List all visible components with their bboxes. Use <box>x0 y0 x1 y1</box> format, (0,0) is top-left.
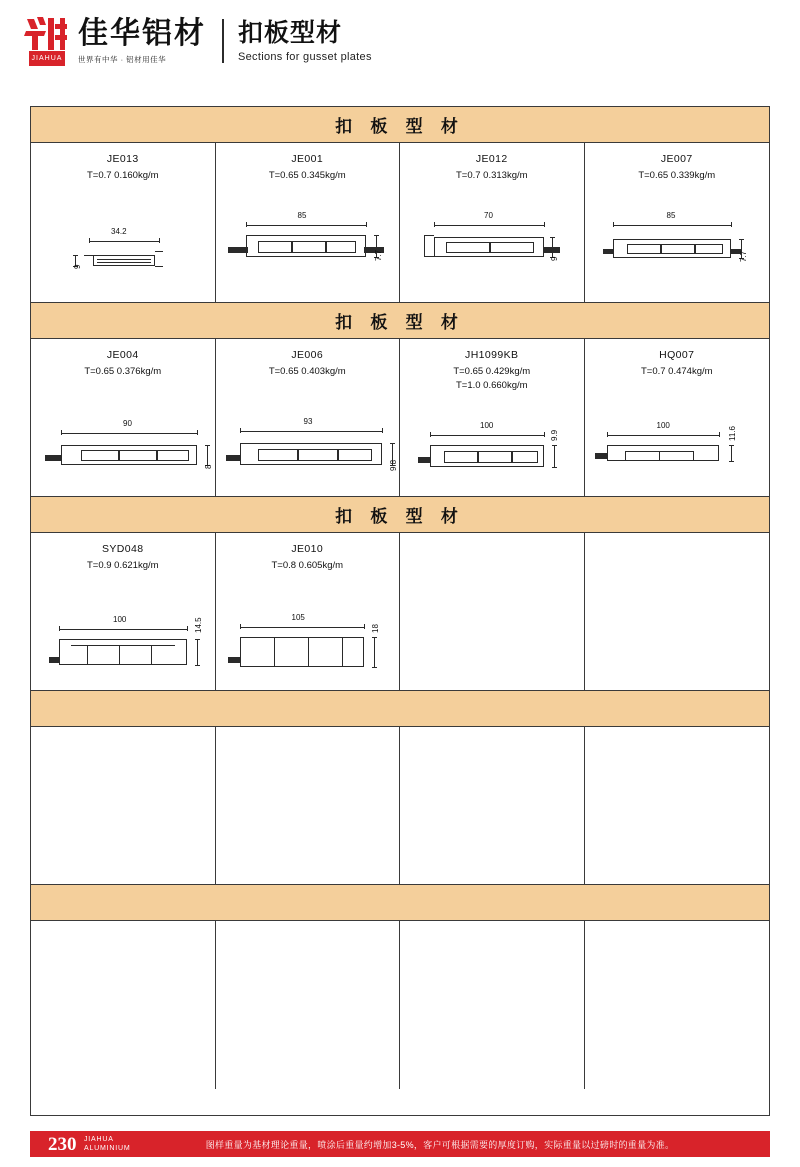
profile-detail <box>151 645 152 665</box>
dim-width-label: 100 <box>480 421 494 430</box>
profile-detail <box>274 637 275 667</box>
dim-tick <box>61 430 62 435</box>
dim-tick <box>731 222 732 227</box>
dim-line-horizontal <box>240 431 382 432</box>
dim-line-horizontal <box>607 435 719 436</box>
dim-tick <box>59 626 60 631</box>
dim-line-horizontal <box>434 225 544 226</box>
page-header <box>0 0 800 82</box>
logo-glyph-icon <box>24 15 70 53</box>
profile-detail <box>84 255 93 256</box>
dim-line-vertical <box>374 637 375 667</box>
profile-detail <box>342 637 343 667</box>
section-band-1 <box>31 107 769 143</box>
dim-tick <box>382 428 383 433</box>
profile-detail <box>659 451 660 461</box>
dim-width-label: 100 <box>113 615 127 624</box>
product-cell[interactable] <box>585 143 770 302</box>
section-band-3 <box>31 497 769 533</box>
dim-tick <box>240 428 241 433</box>
profile-outline <box>607 445 719 461</box>
dim-line-horizontal <box>613 225 731 226</box>
dim-width-label: 105 <box>291 613 305 622</box>
dim-tick <box>719 432 720 437</box>
dim-tick <box>552 467 557 468</box>
product-cell-empty[interactable] <box>585 727 770 884</box>
dim-height-label: 7.7 <box>738 250 748 262</box>
table-row <box>31 143 769 303</box>
footer-bar <box>30 1131 770 1157</box>
product-spec: T=0.65 0.376kg/m <box>84 366 162 377</box>
profile-detail <box>693 451 694 461</box>
dim-tick <box>195 665 200 666</box>
dim-height-label: 9.8 <box>388 459 398 471</box>
dim-width-label: 70 <box>484 211 493 220</box>
profile-chamber <box>512 451 538 463</box>
product-spec: T=0.65 0.403kg/m <box>268 366 346 377</box>
profile-detail <box>87 645 88 665</box>
product-cell-empty[interactable] <box>585 921 770 1089</box>
logo-badge: JIAHUA <box>29 51 65 66</box>
product-code: SYD048 <box>101 543 144 555</box>
profile-drawing <box>585 401 770 495</box>
product-code: JE013 <box>106 153 139 165</box>
profile-lip <box>603 249 613 254</box>
dim-tick <box>739 239 744 240</box>
section-band-2-label: 扣 板 型 材 <box>335 313 465 332</box>
dim-height-label: 9 <box>73 264 82 269</box>
product-cell[interactable] <box>216 143 401 302</box>
product-cell[interactable] <box>31 143 216 302</box>
dim-line-horizontal <box>59 629 187 630</box>
section-band-4 <box>31 691 769 727</box>
brand-name: 佳华铝材 <box>78 17 206 50</box>
dim-tick <box>366 222 367 227</box>
profile-chamber <box>157 450 189 461</box>
table-row <box>31 533 769 691</box>
section-band-1-label: 扣 板 型 材 <box>335 117 465 136</box>
profile-lip <box>228 657 240 663</box>
product-cell-empty[interactable] <box>585 533 770 690</box>
table-row-empty <box>31 921 769 1089</box>
dim-width-label: 85 <box>666 211 676 220</box>
dim-tick <box>729 445 734 446</box>
dim-tick <box>544 432 545 437</box>
profile-chamber <box>258 241 292 253</box>
profile-drawing <box>31 409 216 495</box>
profile-detail <box>97 262 151 263</box>
profile-lip <box>595 453 607 459</box>
product-code: HQ007 <box>659 349 695 361</box>
profile-chamber <box>298 449 338 461</box>
profile-drawing <box>400 401 585 495</box>
product-code: JE012 <box>475 153 508 165</box>
product-spec-alt: T=1.0 0.660kg/m <box>455 380 528 391</box>
profile-detail <box>71 645 175 646</box>
product-code: JE007 <box>660 153 693 165</box>
dim-width-label: 34.2 <box>111 227 127 236</box>
product-code: JE001 <box>291 153 324 165</box>
profile-chamber <box>258 449 298 461</box>
profile-detail <box>155 266 163 267</box>
profile-detail <box>424 235 434 236</box>
dim-width-label: 93 <box>303 417 313 426</box>
page-title: 扣板型材 <box>238 19 343 47</box>
dim-tick <box>205 445 210 446</box>
profile-chamber <box>81 450 119 461</box>
dim-height-label: 11.6 <box>727 426 737 441</box>
profile-drawing <box>216 597 401 689</box>
dim-height-label: 8 <box>204 464 213 469</box>
logo <box>24 15 70 67</box>
product-spec: T=0.7 0.160kg/m <box>86 170 159 181</box>
dim-width-label: 100 <box>656 421 670 430</box>
profile-outline <box>59 639 187 665</box>
profile-chamber <box>490 242 534 253</box>
footer-note: 图样重量为基材理论重量，喷涂后重量约增加3-5%，客户可根据需要的厚度订购，实际重量以过磅时的重量为准。 <box>205 1139 675 1150</box>
table-row <box>31 339 769 497</box>
page-footer <box>0 1127 800 1167</box>
dim-tick <box>613 222 614 227</box>
dim-tick <box>607 432 608 437</box>
product-cell-empty[interactable] <box>216 921 401 1089</box>
product-cell[interactable] <box>31 339 216 496</box>
dim-tick <box>197 430 198 435</box>
profile-drawing <box>31 597 216 689</box>
product-cell-empty[interactable] <box>400 921 585 1089</box>
dim-tick <box>159 238 160 243</box>
product-spec: T=0.7 0.313kg/m <box>455 170 528 181</box>
product-spec: T=0.65 0.345kg/m <box>268 170 346 181</box>
dim-height-label: 14.5 <box>194 617 203 633</box>
profile-chamber <box>338 449 372 461</box>
dim-tick <box>364 624 365 629</box>
title-block <box>238 20 372 63</box>
dim-tick <box>187 626 188 631</box>
profile-chamber <box>326 241 356 253</box>
product-code: JE006 <box>291 349 324 361</box>
dim-tick <box>195 639 200 640</box>
dim-line-horizontal <box>240 627 364 628</box>
product-spec: T=0.9 0.621kg/m <box>86 560 159 571</box>
profile-drawing <box>216 409 401 495</box>
profile-detail <box>97 259 151 260</box>
profile-lip <box>49 657 59 663</box>
dim-line-vertical <box>552 237 553 257</box>
dim-width-label: 85 <box>297 211 307 220</box>
dim-tick <box>390 443 395 444</box>
product-spec: T=0.8 0.605kg/m <box>271 560 344 571</box>
footer-brand <box>84 1135 130 1153</box>
profile-chamber <box>627 244 661 254</box>
profile-chamber <box>444 451 478 463</box>
section-band-5 <box>31 885 769 921</box>
profile-lip <box>228 247 248 253</box>
product-cell-empty[interactable] <box>31 921 216 1089</box>
profile-detail <box>119 645 120 665</box>
product-cell[interactable] <box>216 533 401 690</box>
dim-height-label: 9.9 <box>550 429 559 441</box>
table-row-empty <box>31 727 769 885</box>
dim-tick <box>552 445 557 446</box>
dim-height-label: 7.7 <box>373 249 383 261</box>
dim-tick <box>374 235 379 236</box>
profile-detail <box>424 256 434 257</box>
dim-tick <box>550 237 555 238</box>
product-cell-empty[interactable] <box>400 727 585 884</box>
dim-tick <box>240 624 241 629</box>
dim-line-vertical <box>207 445 208 465</box>
dim-tick <box>73 255 78 256</box>
product-cell-empty[interactable] <box>400 533 585 690</box>
dim-height-label: 18 <box>370 624 380 633</box>
profile-outline <box>93 255 155 266</box>
product-cell[interactable] <box>400 143 585 302</box>
page-title-en: Sections for gusset plates <box>238 50 372 63</box>
profile-lip <box>418 457 430 463</box>
section-band-2 <box>31 303 769 339</box>
product-spec: T=0.65 0.429kg/m <box>453 366 531 377</box>
product-spec: T=0.65 0.339kg/m <box>638 170 716 181</box>
dim-tick <box>729 461 734 462</box>
dim-tick <box>89 238 90 243</box>
dim-line-horizontal <box>430 435 544 436</box>
profile-chamber <box>446 242 490 253</box>
product-cell-empty[interactable] <box>216 727 401 884</box>
dim-width-label: 90 <box>123 419 132 428</box>
dim-line-vertical <box>554 445 555 467</box>
dim-tick <box>246 222 247 227</box>
page-number: 230 <box>48 1134 77 1155</box>
dim-line-horizontal <box>89 241 159 242</box>
profile-chamber <box>119 450 157 461</box>
profile-chamber <box>292 241 326 253</box>
dim-line-horizontal <box>246 225 366 226</box>
profile-detail <box>625 451 626 461</box>
section-band-3-label: 扣 板 型 材 <box>335 507 465 526</box>
profile-detail <box>155 251 163 252</box>
profile-outline <box>240 637 364 667</box>
product-code: JE010 <box>291 543 324 555</box>
brand-slogan: 世界有中华 · 铝材用佳华 <box>78 55 167 64</box>
footer-brand-line1: JIAHUA <box>84 1136 114 1143</box>
profile-drawing <box>585 205 770 295</box>
dim-tick <box>544 222 545 227</box>
product-code: JH1099KB <box>465 349 519 361</box>
profile-detail <box>625 451 694 452</box>
dim-tick <box>434 222 435 227</box>
dim-tick <box>372 667 377 668</box>
product-cell[interactable] <box>31 533 216 690</box>
dim-tick <box>430 432 431 437</box>
profile-drawing <box>400 205 585 295</box>
dim-tick <box>372 637 377 638</box>
dim-line-vertical <box>197 639 198 665</box>
dim-line-horizontal <box>61 433 197 434</box>
profile-drawing <box>31 221 216 291</box>
product-spec: T=0.7 0.474kg/m <box>640 366 713 377</box>
profile-chamber <box>661 244 695 254</box>
profile-chamber <box>695 244 723 254</box>
product-cell[interactable] <box>216 339 401 496</box>
profile-detail <box>424 235 425 257</box>
header-divider <box>222 19 224 63</box>
product-cell[interactable] <box>585 339 770 496</box>
profile-chamber <box>478 451 512 463</box>
profile-detail <box>308 637 309 667</box>
catalog-sheet <box>30 106 770 1116</box>
product-code: JE004 <box>106 349 139 361</box>
dim-line-vertical <box>731 445 732 461</box>
profile-drawing <box>216 203 401 293</box>
footer-brand-line2: ALUMINIUM <box>84 1145 131 1152</box>
brand-block <box>78 17 206 65</box>
profile-lip <box>226 455 240 461</box>
profile-lip <box>45 455 61 461</box>
product-cell-empty[interactable] <box>31 727 216 884</box>
product-cell[interactable] <box>400 339 585 496</box>
dim-height-label: 9 <box>550 256 559 261</box>
